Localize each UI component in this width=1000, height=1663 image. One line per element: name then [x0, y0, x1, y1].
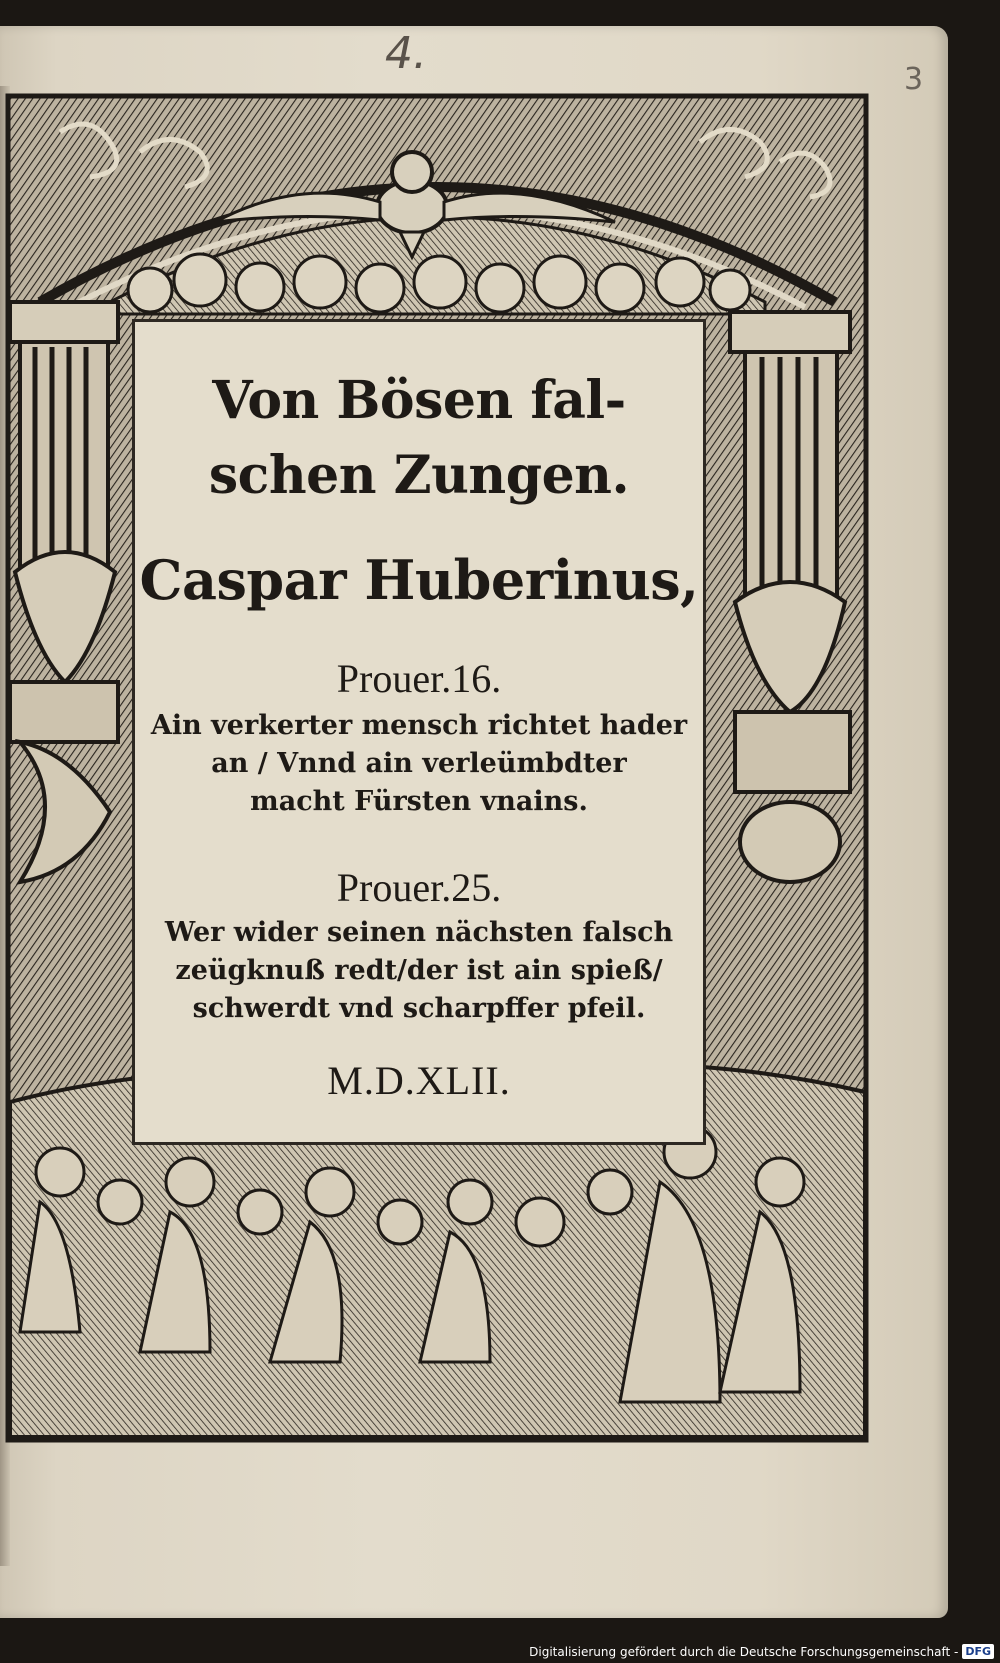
author-name: Caspar Huberinus, [139, 548, 699, 612]
verse-2-line-2: zeügknuß redt/der ist ain spieß/ [175, 955, 663, 986]
verse-2-line-1: Wer wider seinen nächsten falsch [164, 917, 674, 948]
title-line-2: schen Zungen. [208, 445, 630, 506]
manuscript-number: 4. [385, 28, 427, 79]
digitization-credit [529, 1644, 994, 1659]
dfg-logo: DFG [962, 1644, 994, 1659]
verse-1 [135, 707, 703, 821]
verse-1-line-1: Ain verkerter mensch richtet hader [150, 710, 688, 741]
verse-1-line-3: macht Fürsten vnains. [250, 786, 588, 817]
verse-1-line-2: an / Vnnd ain verleümbdter [211, 748, 627, 779]
proverbs-reference-1: Prouer.16. [336, 656, 502, 701]
folio-number: 3 [904, 62, 924, 97]
verse-2 [135, 914, 703, 1028]
verse-2-line-3: schwerdt vnd scharpffer pfeil. [192, 993, 646, 1024]
credit-text: Digitalisierung gefördert durch die Deutsche Forschungsgemeinschaft - [529, 1644, 959, 1659]
proverbs-reference-2: Prouer.25. [336, 865, 502, 910]
publication-year: M.D.XLII. [327, 1058, 511, 1103]
title-line-1: Von Bösen fal- [212, 370, 626, 431]
